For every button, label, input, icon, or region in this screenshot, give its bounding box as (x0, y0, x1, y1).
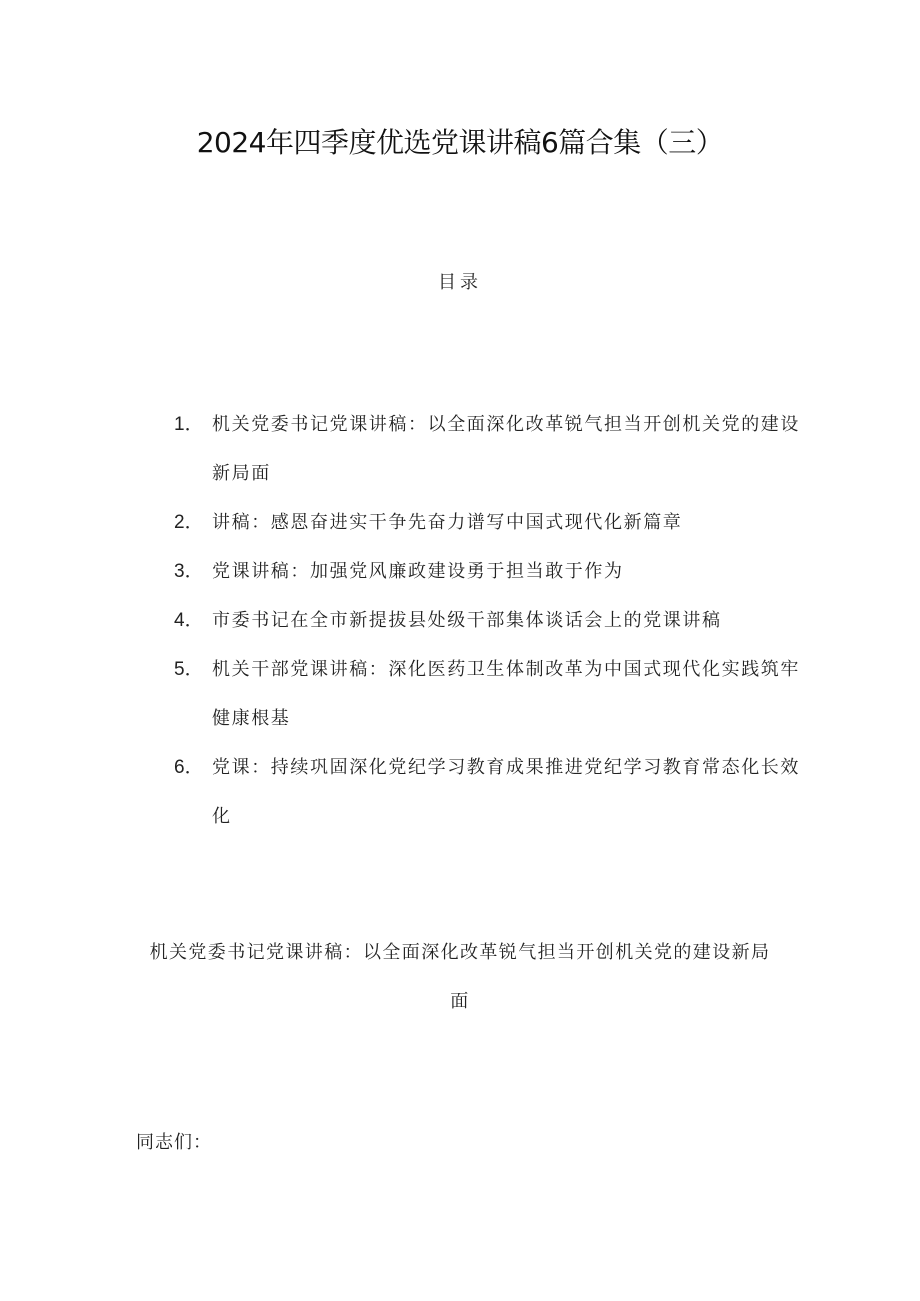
greeting-text: 同志们： (136, 1132, 212, 1153)
toc-item-text: 市委书记在全市新提拔县处级干部集体谈话会上的党课讲稿 (212, 610, 722, 631)
toc-heading: 目录 (438, 272, 482, 293)
toc-item-1 (174, 400, 804, 498)
toc-item-text: 机关干部党课讲稿：深化医药卫生体制改革为中国式现代化实践筑牢健康根基 (212, 659, 800, 729)
toc-item-number: 1． (174, 414, 204, 435)
toc-item-text: 党课：持续巩固深化党纪学习教育成果推进党纪学习教育常态化长效化 (212, 757, 800, 827)
toc-item-3 (174, 547, 804, 596)
document-title: 2024年四季度优选党课讲稿6篇合集（三） (196, 126, 724, 159)
toc-item-text: 机关党委书记党课讲稿：以全面深化改革锐气担当开创机关党的建设新局面 (212, 414, 800, 484)
toc-item-number: 3． (174, 561, 204, 582)
toc-item-6 (174, 743, 804, 841)
toc-item-2 (174, 498, 804, 547)
toc-item-number: 6． (174, 757, 204, 778)
toc-item-4 (174, 596, 804, 645)
toc-item-number: 5． (174, 659, 204, 680)
section-title: 机关党委书记党课讲稿：以全面深化改革锐气担当开创机关党的建设新局面 (149, 942, 771, 1012)
table-of-contents (174, 400, 804, 841)
toc-item-text: 党课讲稿：加强党风廉政建设勇于担当敢于作为 (212, 561, 624, 582)
toc-item-5 (174, 645, 804, 743)
toc-item-number: 4． (174, 610, 204, 631)
toc-item-number: 2． (174, 512, 204, 533)
toc-item-text: 讲稿：感恩奋进实干争先奋力谱写中国式现代化新篇章 (212, 512, 683, 533)
